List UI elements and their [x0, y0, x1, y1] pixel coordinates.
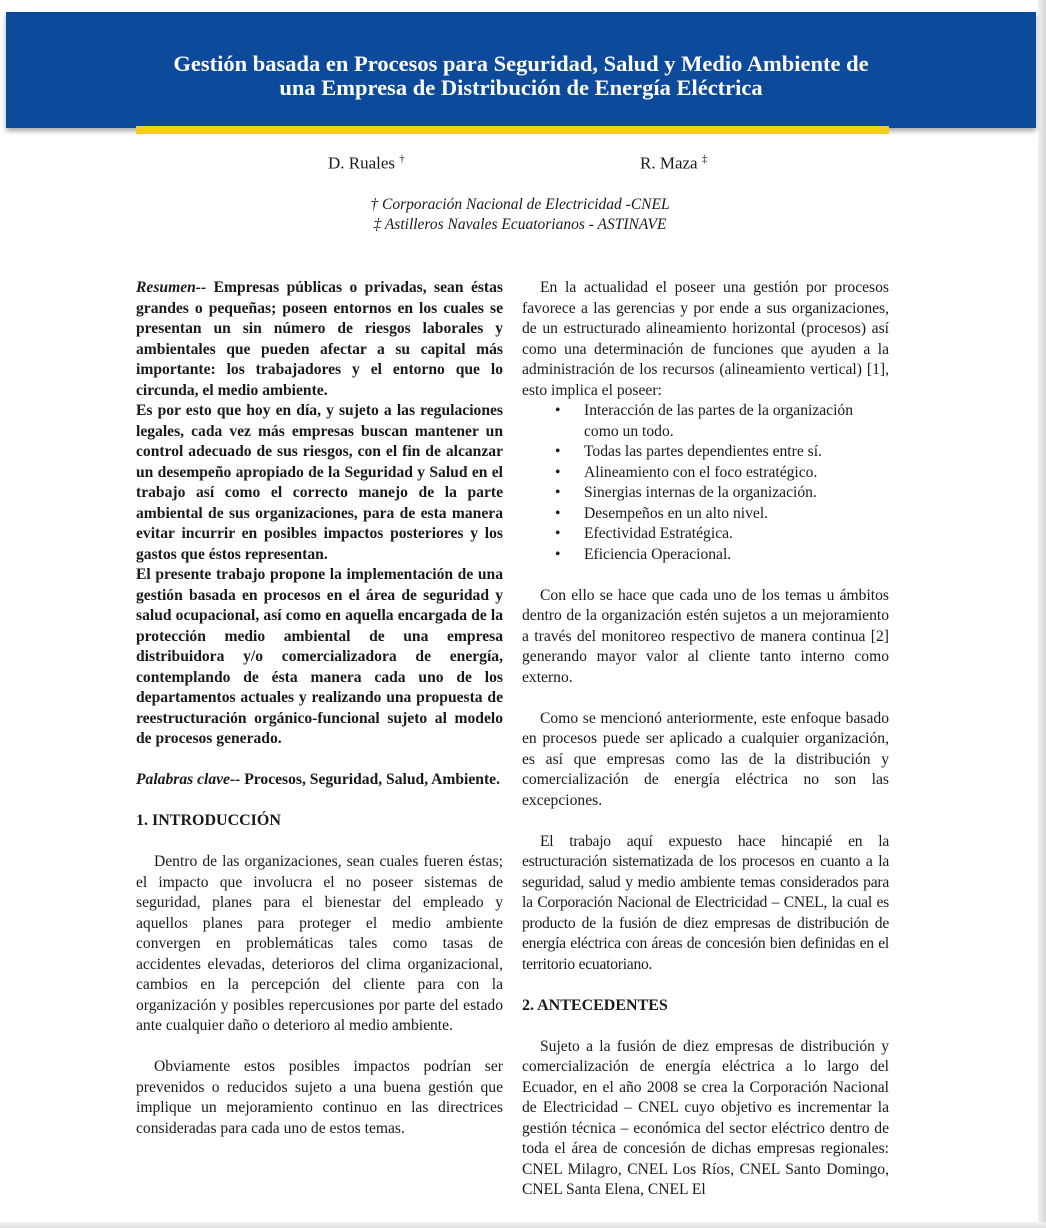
abstract-paragraph-1: Empresas públicas o privadas, sean éstas grandes o pequeñas; poseen entornos en los cuales se presentan un sin número de riesgos laborales y ambientales que pueden afectar a su capital más importante: los trabajadores y el entorno que lo circunda, el medio ambiente. — [136, 279, 503, 399]
left-column — [136, 278, 503, 1139]
benefits-list — [522, 401, 889, 565]
list-item: • Sinergias internas de la organización. — [584, 483, 889, 504]
keywords-label: Palabras clave-- — [136, 771, 241, 788]
title-line-1: Gestión basada en Procesos para Seguridad, Salud y Medio Ambiente de — [173, 51, 869, 76]
list-item: • Alineamiento con el foco estratégico. — [584, 463, 889, 484]
list-item: • Efectividad Estratégica. — [584, 524, 889, 545]
author-2-name: R. Maza — [640, 153, 698, 173]
list-item: • Todas las partes dependientes entre sí. — [584, 442, 889, 463]
author-1 — [328, 153, 405, 174]
right-paragraph-2: Con ello se hace que cada uno de los temas u ámbitos dentro de la organización estén sujetos a un mejoramiento a través del monitoreo respectivo de manera continua [2] generando mayor valor al cliente tanto interno como externo. — [522, 586, 889, 686]
right-paragraph-1: En la actualidad el poseer una gestión por procesos favorece a las gerencias y por ende a sus organizaciones, de un estructurado alineamiento horizontal (procesos) así como una determinación de funciones que ayuden a la administración de los recursos (alineamiento vertical) [1], esto implica el poseer: — [522, 279, 889, 399]
intro-paragraph-2: Obviamente estos posibles impactos podrían ser prevenidos o reducidos sujeto a una buena gestión que implique un mejoramiento continuo en las directrices consideradas para cada uno de estos temas. — [136, 1058, 503, 1137]
paper-title — [36, 52, 1006, 100]
list-item: • Interacción de las partes de la organización como un todo. — [584, 401, 889, 442]
title-line-2: una Empresa de Distribución de Energía Eléctrica — [279, 75, 763, 100]
keywords-text: Procesos, Seguridad, Salud, Ambiente. — [240, 771, 500, 788]
page-edge-shadow — [1038, 0, 1046, 1228]
list-item: • Desempeños en un alto nivel. — [584, 504, 889, 525]
author-2 — [640, 153, 707, 174]
list-item: • Eficiencia Operacional. — [584, 545, 889, 566]
abstract-paragraph-2: Es por esto que hoy en día, y sujeto a las regulaciones legales, cada vez más empresas buscan mantener un control adecuado de sus riesgos, con el fin de alcanzar un desempeño apropiado de la Seguridad y Salud en el trabajo así como el correcto manejo de la parte ambiental de sus organizaciones, para de esta manera evitar incurrir en posibles impactos posteriores y los gastos que éstos representan. — [136, 402, 503, 563]
right-paragraph-4: El trabajo aquí expuesto hace hincapié en la estructuración sistematizada de los procesos en cuanto a la seguridad, salud y medio ambiente temas considerados para la Corporación Nacional de Electricidad – CNEL, la cual es producto de la fusión de diez empresas de distribución de energía eléctrica con áreas de concesión bien definidas en el territorio ecuatoriano. — [522, 832, 889, 973]
affiliation-1: † Corporación Nacional de Electricidad -CNEL — [370, 196, 670, 213]
affiliation-2: ‡ Astilleros Navales Ecuatorianos - ASTINAVE — [373, 216, 667, 233]
author-1-mark: † — [399, 153, 405, 165]
title-accent-bar — [136, 126, 889, 134]
title-banner — [6, 12, 1036, 128]
right-column — [522, 278, 889, 1201]
abstract — [136, 278, 503, 750]
keywords — [136, 770, 503, 791]
author-1-name: D. Ruales — [328, 153, 396, 173]
section-heading-antecedentes: 2. ANTECEDENTES — [522, 996, 668, 1014]
author-2-mark: ‡ — [701, 153, 708, 165]
section-heading-introduction: 1. INTRODUCCIÓN — [136, 812, 281, 829]
abstract-label: Resumen-- — [136, 279, 207, 296]
right-paragraph-3: Como se mencionó anteriormente, este enfoque basado en procesos puede ser aplicado a cualquier organización, es así que empresas como las de la distribución y comercialización de energía eléctrica no son las excepciones. — [522, 709, 889, 809]
abstract-paragraph-3: El presente trabajo propone la implementación de una gestión basada en procesos en el área de seguridad y salud ocupacional, así como en aquella encargada de la protección medio ambiental de una empresa distribuidora y/o comercializadora de energía, contemplando de ésta manera cada uno de los departamentos actuales y realizando una propuesta de reestructuración orgánico-funcional sujeto al modelo de procesos generado. — [136, 566, 503, 747]
intro-paragraph-1: Dentro de las organizaciones, sean cuales fueren éstas; el impacto que involucra el no poseer sistemas de seguridad, planes para el bienestar del empleado y aquellos planes para proteger el medio ambiente convergen en problemáticas tales como tasas de accidentes elevadas, deterioros del clima organizacional, cambios en la percepción del cliente para con la organización y posibles repercusiones por parte del estado ante cualquier daño o deterioro al medio ambiente. — [136, 853, 503, 1034]
page-bottom-shadow — [0, 1222, 1046, 1228]
right-paragraph-5: Sujeto a la fusión de diez empresas de distribución y comercialización de energía eléctrica a lo largo del Ecuador, en el año 2008 se crea la Corporación Nacional de Electricidad – CNEL cuyo objetivo es incrementar la gestión técnica – económica del sector eléctrico dentro de toda el área de concesión de dichas empresas regionales: CNEL Milagro, CNEL Los Ríos, CNEL Santo Domingo, CNEL Santa Elena, CNEL El — [522, 1037, 889, 1198]
